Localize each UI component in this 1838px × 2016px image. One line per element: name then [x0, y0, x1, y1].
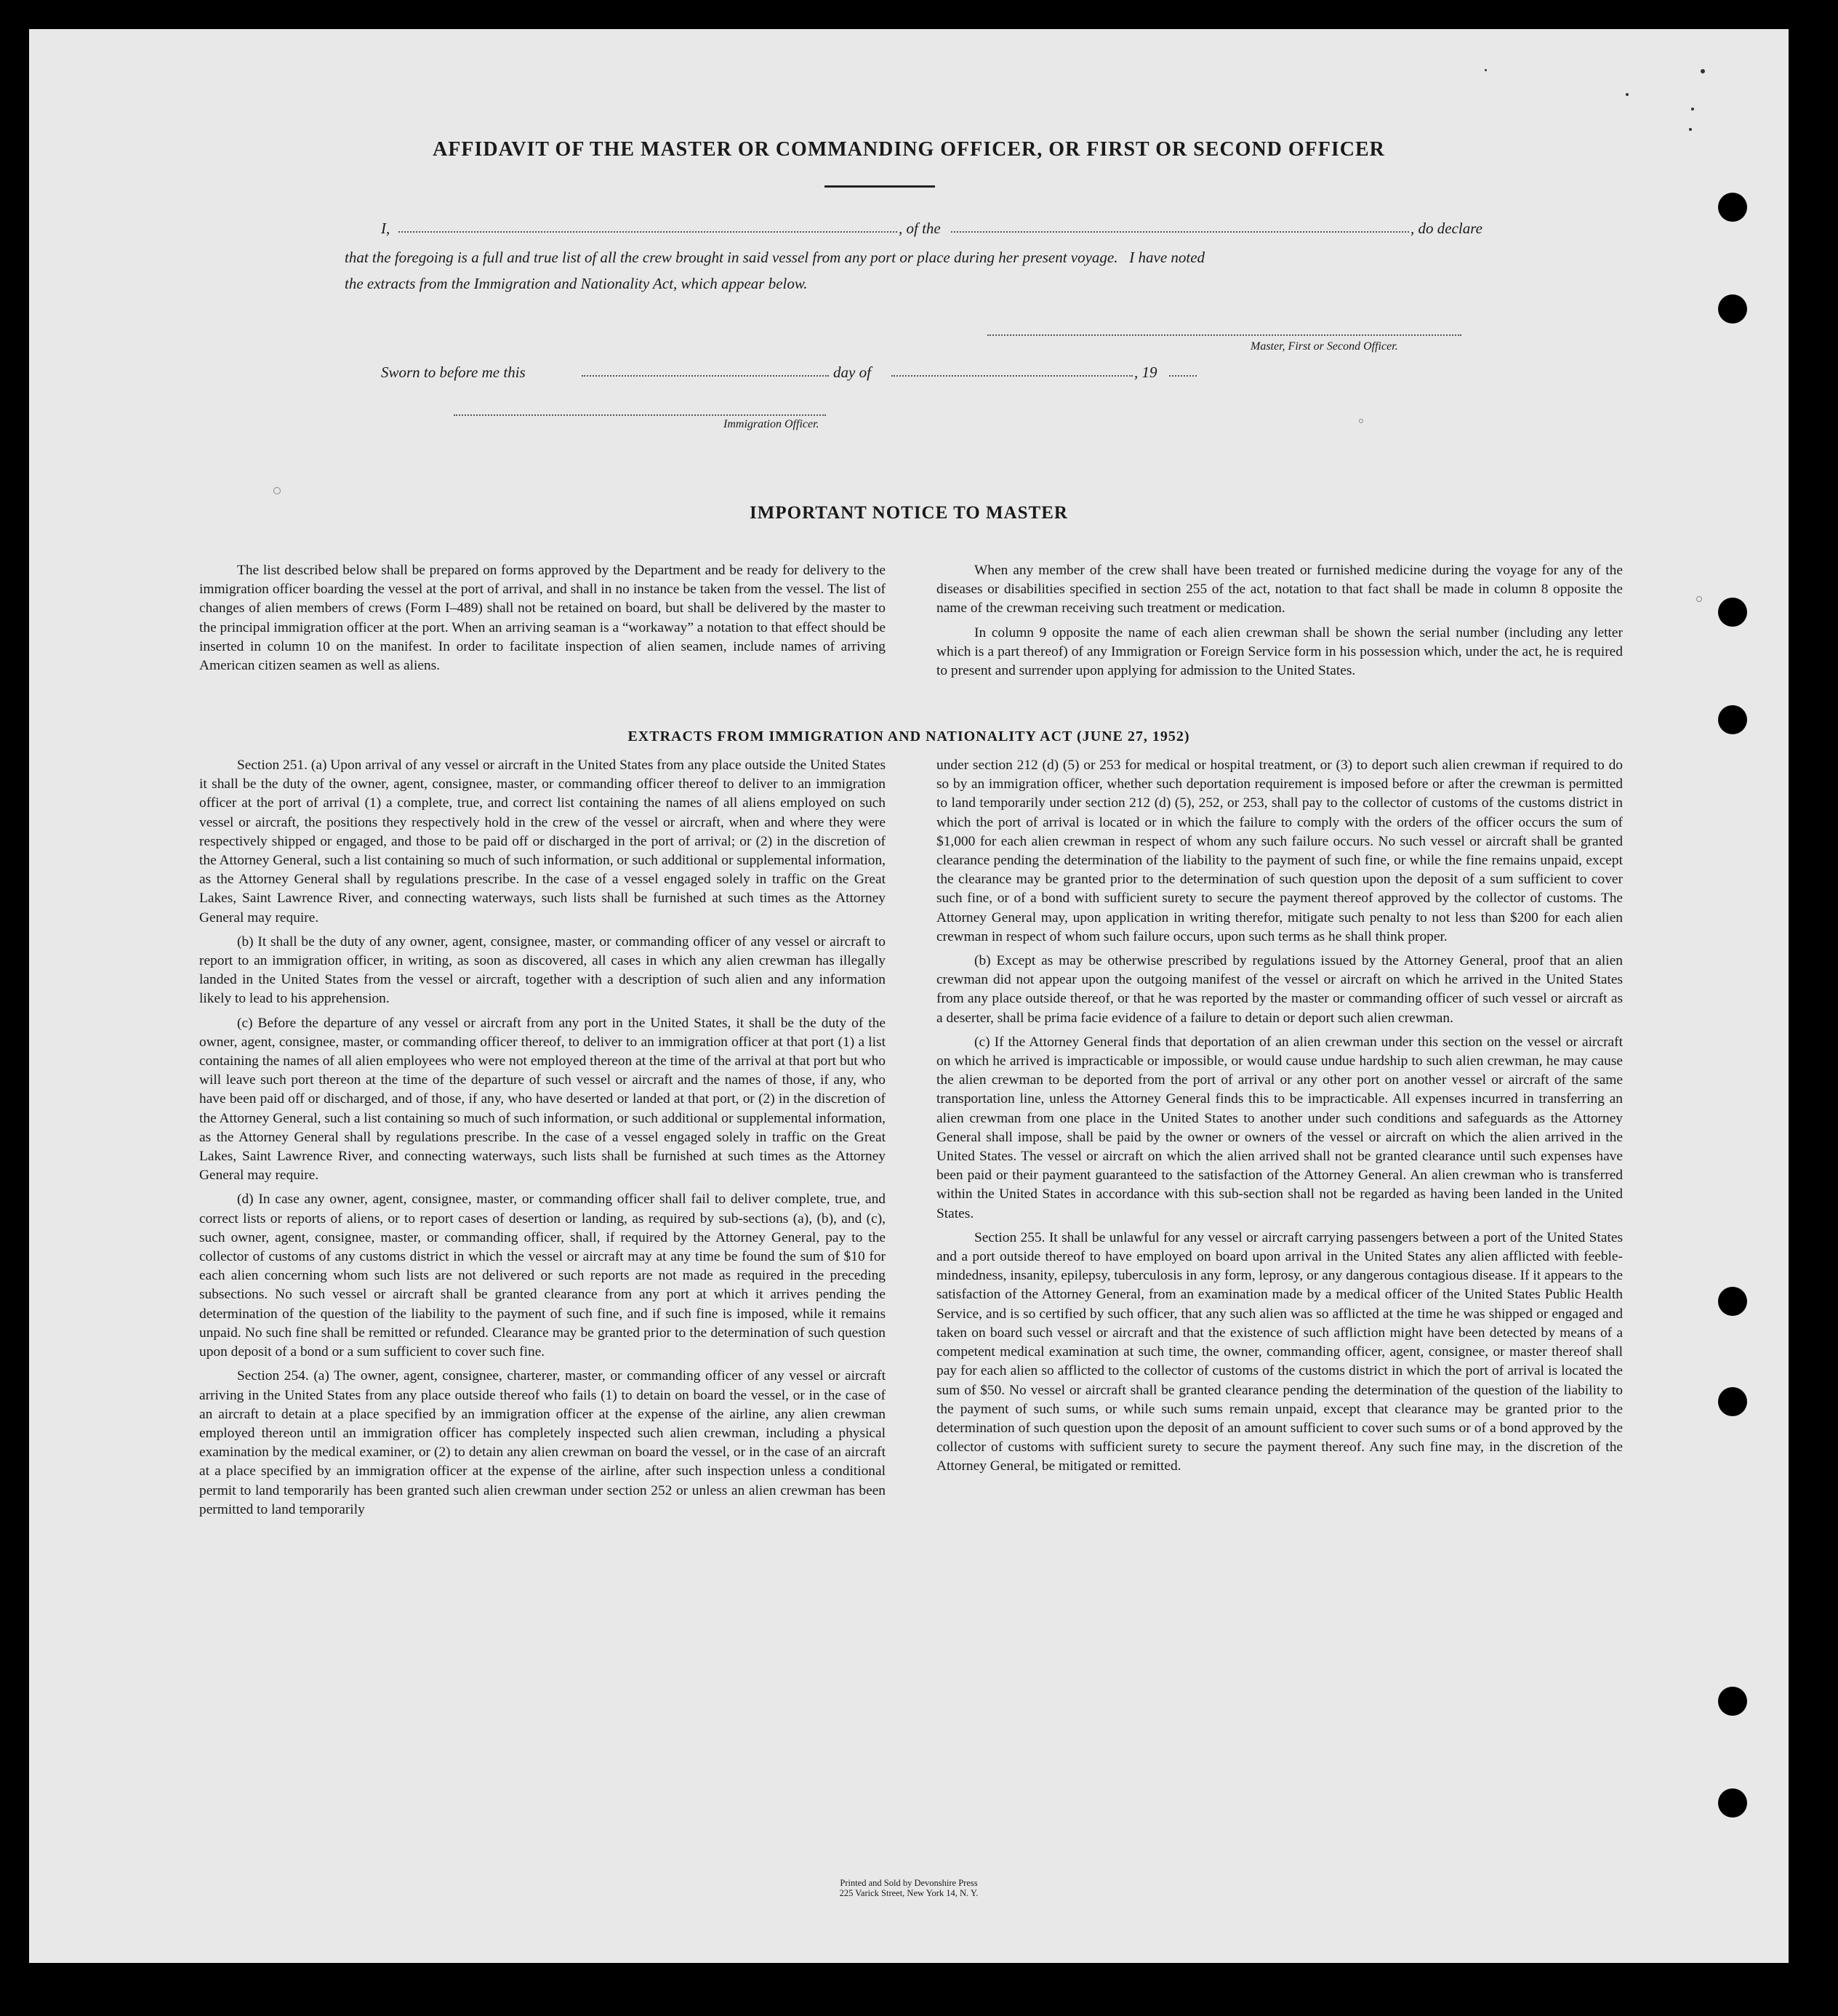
section-251-b: (b) It shall be the duty of any owner, agent, consignee, master, or commanding officer of any vessel or aircraft to report to an immigration officer, in writing, as soon as discovered, all cases in which any alien crewman has illegally landed in the United States from the vessel or aircraft, together with a description of such alien and any information likely to lead to his apprehension.: [199, 933, 886, 1007]
small-ring-mark: [273, 487, 281, 494]
printer-imprint: [29, 1878, 1789, 1898]
extracts-right-column: [936, 756, 1623, 1482]
punch-hole: [1718, 294, 1747, 324]
punch-hole: [1718, 598, 1747, 627]
speck: [1689, 128, 1692, 131]
officer-label: Immigration Officer.: [723, 418, 819, 430]
extracts-title: EXTRACTS FROM IMMIGRATION AND NATIONALITY ACT (JUNE 27, 1952): [627, 728, 1190, 744]
printer-line-2: 225 Varick Street, New York 14, N. Y.: [839, 1888, 979, 1898]
year-blank: [1169, 375, 1197, 377]
punch-hole: [1718, 705, 1747, 734]
master-signature-line: [987, 334, 1461, 336]
speck: [1485, 69, 1487, 71]
speck: [1701, 69, 1705, 73]
speck: [1691, 108, 1694, 111]
sworn-label: Sworn to before me this: [381, 364, 526, 381]
sworn-day-blank: [582, 375, 829, 377]
notice-left-paragraph: The list described below shall be prepared on forms approved by the Department and be ready for delivery to the immigration officer boarding the vessel at the port of arrival, and shall in no instance be taken from the vessel. The list of changes of alien members of crews (Form I–489) shall not be retained on board, but shall be delivered by the master to the principal immigration officer at the port. When an arriving seaman is a “workaway” a notation to that effect should be inserted in column 10 on the manifest. In order to facilitate inspection of alien seamen, include names of arriving American citizen seamen as well as aliens.: [199, 563, 886, 674]
affidavit-title: AFFIDAVIT OF THE MASTER OR COMMANDING OFFICER, OR FIRST OR SECOND OFFICER: [433, 138, 1385, 161]
master-label: Master, First or Second Officer.: [1251, 340, 1398, 353]
name-blank: [398, 231, 897, 233]
punch-hole: [1718, 1287, 1747, 1316]
section-251-c: (c) Before the departure of any vessel or aircraft from any port in the United States, it shall be the duty of the owner, agent, consignee, master, or commanding officer thereof, to deliver to an immigration officer at that port (1) a list containing the names of all alien employees who were not employed thereon at the time of the arrival at that port but who will leave such port thereon at the time of the departure of such vessel or aircraft and the names of those, if any, who have been paid off or discharged, and of those, if any, who have deserted or landed at that port, or (2) in the discretion of the Attorney General, such a list containing so much of such information, or such additional or supplemental information, as the Attorney General shall by regulations prescribe. In the case of a vessel engaged solely in traffic on the Great Lakes, Saint Lawrence River, and connecting waterways, such lists shall be furnished at such times as the Attorney General may require.: [199, 1015, 886, 1184]
section-254-c: (c) If the Attorney General finds that deportation of an alien crewman under this section on the vessel or aircraft on which he arrived is impracticable or impossible, or would cause undue hardship to such alien crewman, he may cause the alien crewman to be deported from the port of arrival or any other port on another vessel or aircraft of the same transportation line, unless the Attorney General finds this to be impracticable. All expenses incurred in transferring an alien crewman from one place in the United States to another under such conditions and safeguards as the Attorney General shall impose, shall be paid by the owner or owners of the vessel or aircraft on which the alien arrived in the United States. The vessel or aircraft on which the alien arrived shall not be granted clearance until such expenses have been paid or their payment guaranteed to the satisfaction of the Attorney General. An alien crewman who is transferred within the United States in accordance with this sub-section shall not be regarded as having been landed in the United States.: [936, 1034, 1623, 1221]
notice-left-column: [199, 561, 886, 680]
speck: [1626, 93, 1629, 96]
punch-hole: [1718, 193, 1747, 222]
decl-of: , of the: [899, 220, 941, 237]
notice-right-paragraph-1: When any member of the crew shall have been treated or furnished medicine during the voyage for any of the diseases or disabilities specified in section 255 of the act, notation to that fact shall be made in column 8 opposite the name of the crewman receiving such treatment or medication.: [936, 563, 1623, 617]
notice-right-paragraph-2: In column 9 opposite the name of each alien crewman shall be shown the serial number (including any letter which is a part thereof) of any Immigration or Foreign Service form in his possession which, under the act, he is required to present and surrender upon applying for admission to the United States.: [936, 625, 1623, 679]
document-page: [29, 29, 1789, 1963]
officer-signature-line: [454, 414, 826, 416]
vessel-blank: [951, 231, 1409, 233]
year-label: , 19: [1134, 364, 1157, 381]
punch-hole: [1718, 1788, 1747, 1818]
section-254-a: Section 254. (a) The owner, agent, consignee, charterer, master, or commanding officer of any vessel or aircraft arriving in the United States from any place outside thereof who fails (1) to detain on board the vessel, or in the case of an aircraft to detain at a place specified by an immigration officer at the expense of the airline, any alien crewman employed thereon until an immigration officer has completely inspected such alien crewman, including a physical examination by the medical examiner, or (2) to detain any alien crewman on board the vessel, or in the case of an aircraft at a place specified by an immigration officer at the expense of the airline, after such inspection unless a conditional permit to land temporarily has been granted such alien crewman under section 252 or unless an alien crewman has been permitted to land temporarily: [199, 1368, 886, 1517]
month-blank: [891, 375, 1133, 377]
small-ring-mark: [1359, 419, 1363, 423]
decl-line3: the extracts from the Immigration and Nationality Act, which appear below.: [345, 275, 808, 292]
section-255: Section 255. It shall be unlawful for any vessel or aircraft carrying passengers between a port of the United States and a port outside thereof to have employed on board upon arrival in the United States any alien afflicted with feeble-mindedness, insanity, epilepsy, tuberculosis in any form, leprosy, or any dangerous contagious disease. If it appears to the satisfaction of the Attorney General, from an examination made by a medical officer of the United States Public Health Service, and is so certified by such officer, that any such alien was so afflicted at the time he was shipped or engaged and taken on board such vessel or aircraft and that the existence of such affliction might have been detected by means of a competent medical examination at such time, the owner, commanding officer, agent, consignee, or master thereof shall pay for each alien so afflicted to the collector of customs of the customs district in which the port of arrival is located the sum of $50. No vessel or aircraft shall be granted clearance pending the determination of the question of the liability to the payment of such sums, or while such sums remain unpaid, except that clearance may be granted prior to the determination of such question upon the deposit of an amount sufficient to cover such sums or of a bond approved by the collector of customs with sufficient surety to secure the payment thereof. Any such fine may, in the discretion of the Attorney General, be mitigated or remitted.: [936, 1229, 1623, 1474]
title-underline: [824, 185, 935, 188]
decl-i: I,: [381, 220, 390, 237]
notice-right-column: [936, 561, 1623, 686]
punch-hole: [1718, 1687, 1747, 1716]
section-251-d: (d) In case any owner, agent, consignee, master, or commanding officer shall fail to deliver complete, true, and correct lists or reports of aliens, or to report cases of desertion or landing, as required by sub-sections (a), (b), and (c), such owner, agent, consignee, master, or commanding officer, shall, if required by the Attorney General, pay to the collector of customs of any customs district in which the vessel or aircraft may at any time be found the sum of $10 for each alien concerning whom such lists are not delivered or such reports are not made as required in the preceding subsections. No such vessel or aircraft shall be granted clearance from any port at which it arrives pending the determination of the question of the liability to the payment of such fine, and if such fine is imposed, while it remains unpaid. No such fine shall be remitted or refunded. Clearance may be granted prior to the determination of such question upon deposit of a bond or a sum sufficient to cover such fine.: [199, 1192, 886, 1360]
notice-title: IMPORTANT NOTICE TO MASTER: [750, 503, 1068, 523]
printer-line-1: Printed and Sold by Devonshire Press: [840, 1878, 978, 1888]
decl-end: , do declare: [1410, 220, 1482, 237]
small-ring-mark: [1696, 596, 1702, 602]
extracts-left-column: [199, 756, 886, 1525]
section-254-b: (b) Except as may be otherwise prescribed by regulations issued by the Attorney General, proof that an alien crewman did not appear upon the outgoing manifest of the vessel or aircraft on which he arrived in the United States from any place outside thereof, or that he was reported by the master or commanding officer of such vessel or aircraft as a deserter, shall be prima facie evidence of a failure to detain or deport such alien crewman.: [936, 953, 1623, 1026]
decl-line2: that the foregoing is a full and true list of all the crew brought in said vessel from any port or place during her present voyage. I have noted: [345, 249, 1205, 266]
section-251-a: Section 251. (a) Upon arrival of any vessel or aircraft in the United States from any place outside the United States it shall be the duty of the owner, agent, consignee, master, or commanding officer thereof to deliver to an immigration officer at the port of arrival (1) a complete, true, and correct list containing the names of all aliens employed on such vessel or aircraft, the positions they respectively hold in the crew of the vessel or aircraft, when and where they were respectively shipped or engaged, and those to be paid off or discharged in the port of arrival; or (2) in the discretion of the Attorney General, such a list containing so much of such information, or such additional or supplemental information, as the Attorney General shall by regulations prescribe. In the case of a vessel engaged solely in traffic on the Great Lakes, Saint Lawrence River, and connecting waterways, such lists shall be furnished at such times as the Attorney General may require.: [199, 758, 886, 925]
section-254-a-continued: under section 212 (d) (5) or 253 for medical or hospital treatment, or (3) to deport such alien crewman if required to do so by an immigration officer, whether such deportation requirement is imposed before or after the crewman is permitted to land temporarily under section 212 (d) (5), 252, or 253, shall pay to the collector of customs of the customs district in which the port of arrival is located or in which the failure to comply with the orders of the officer occurs the sum of $1,000 for each alien crewman in respect of whom any such failure occurs. No such vessel or aircraft shall be granted clearance pending the determination of the liability to the payment of such fine, or while the fine remains unpaid, except the clearance may be granted prior to the determination of such question upon the deposit of a sum sufficient to cover such fine, or of a bond with sufficient surety to secure the payment thereof approved by the collector of customs. The Attorney General may, upon application in writing therefor, mitigate such penalty to not less than $200 for each alien crewman in respect of whom such failure occurs, upon such terms as he shall think proper.: [936, 758, 1623, 944]
punch-hole: [1718, 1387, 1747, 1416]
day-of-label: day of: [833, 364, 871, 381]
